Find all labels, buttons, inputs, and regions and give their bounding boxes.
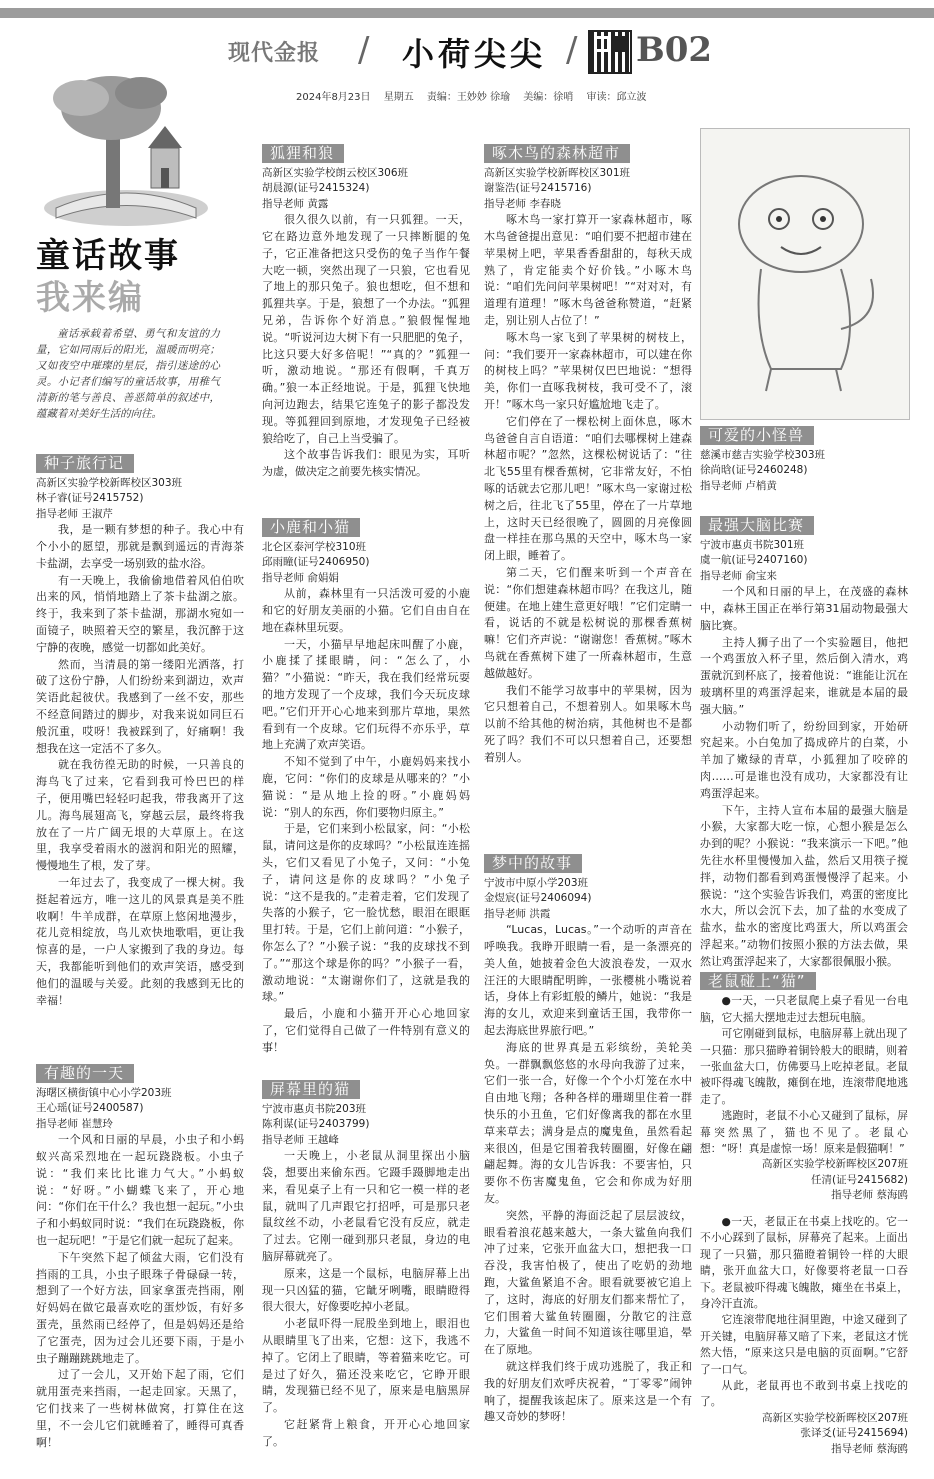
story-title: 种子旅行记 [36,454,134,473]
column-4b [700,514,908,971]
story-school: 宁波市中原小学203班 [484,876,589,889]
column-2b [262,516,470,1057]
story-author: 虞一航(证号2407160) [700,554,808,567]
story-author: 林子睿(证号2415752) [36,492,144,505]
divider-slash: / [566,30,578,70]
story-author: 张译爻(证号2415694) [800,1427,908,1440]
story-body [36,522,244,1009]
paragraph: 它连滚带爬地往洞里跑，中途又碰到了开关键，电脑屏幕又暗了下来，老鼠这才恍然大悟，“原来这只是电脑的页面啊。”它舒了一口气。 [700,1313,908,1376]
story-title: 啄木鸟的森林超市 [484,144,630,163]
story-school: 高新区实验学校新晖校区207班 [761,1158,908,1171]
date: 2024年8月23日 [296,92,371,103]
paragraph: 有一天晚上，我偷偷地借着风伯伯吹出来的风，悄悄地踏上了茶卡盐湖之旅。终于，我来到了茶卡盐湖，那湖水宛如一面镜子，映照着天空的繁星，我沉醉于这宁静的夜晚，感觉一切都如此美好。 [36,573,244,654]
story-title: 可爱的小怪兽 [700,426,814,445]
feature-title: 童话故事 [36,236,180,276]
story-school: 慈溪市慈吉实验学校303班 [700,448,826,461]
story-school: 高新区实验学校新晖校区207班 [761,1411,908,1424]
paragraph: 然而，当清晨的第一缕阳光洒落，打破了这份宁静，人们纷纷来到湖边，欢声笑语此起彼伏。我感到了一丝不安，那些不经意间踏过的脚步，对我来说如同巨石般沉重，哎呀！我被踩到了，好痛啊！我想我在这一定活不了多久。 [36,657,244,755]
top-bar [0,8,934,18]
paragraph: 从前，森林里有一只活泼可爱的小鹿和它的好朋友美丽的小猫。它们自由自在地在森林里玩耍。 [262,587,470,634]
editor: 责编：王妙妙 徐瑜 [426,92,511,103]
paragraph: 啄木鸟一家飞到了苹果树的树枝上，问：“我们要开一家森林超市，可以建在你的树枝上吗？”苹果树仅巴巴地说：“想得美，你们一直啄我树枝，我可受不了，滚开！”啄木鸟一家只好尴尬地飞走了。 [484,330,692,412]
paragraph: “Lucas，Lucas。”一个动听的声音在呼唤我。我睁开眼睛一看，是一条漂亮的美人鱼，她披着金色大波浪卷发，一双水汪汪的大眼睛配明眸，一张樱桃小嘴说着话，身体上有彩虹般的鳞片，她说：“我是海的女儿，欢迎来到童话王国，我带你一起去海底世界旅行吧。” [484,923,692,1038]
paragraph: 最后，小鹿和小猫开开心心地回家了，它们觉得自己做了一件特别有意义的事！ [262,1007,470,1054]
qr-code-icon [588,30,632,74]
story-body [36,1132,244,1451]
paragraph: 下午突然下起了倾盆大雨，它们没有挡雨的工具，小虫子眼珠子骨碌碌一转，想到了一个好方法，回家拿蛋壳挡雨，刚好妈妈在做它最喜欢吃的蛋炒饭，有好多蛋壳，虽然雨已经停了，但是妈妈还是给了它蛋壳，因为过会儿还要下雨，于是小虫子蹦蹦跳跳地走了。 [36,1250,244,1365]
column-1b [36,1062,244,1451]
story-body [700,1214,908,1411]
monster-drawing-image [700,128,910,420]
column-2 [262,142,470,481]
story-author: 陈利谋(证号2403799) [262,1118,370,1131]
paragraph: 不知不觉到了中午，小鹿妈妈来找小鹿，它问：“你们的皮球是从哪来的？”小猫说：“是从地上捡的呀。”小鹿妈妈说：“别人的东西，你们要物归原主。” [262,755,470,819]
story-title: 小鹿和小猫 [262,518,360,537]
story-title: 有趣的一天 [36,1064,134,1083]
story-body [700,584,908,970]
paragraph: 很久很久以前，有一只狐狸。一天，它在路边意外地发现了一只摔断腿的兔子，它正准备把这只受伤的兔子当作午餐大吃一顿，突然出现了一只狼，它也看见了地上的那只兔子。狼也想吃，但不想和狐狸共享。于是，狼想了一个办法。“狐狸兄弟，告诉你个好消息。”狼假惺惺地说。“听说河边大树下有一只肥肥的兔子，比这只要大好多倍呢！”“真的？”狐狸一听，激动地说。“那还有假啊，千真万确。”狼一本正经地说。于是，狐狸飞快地向河边跑去，结果它连兔子的影子都没发现。等狐狸回到原地，才发现兔子已经被狼给吃了，自己上当受骗了。 [262,213,470,445]
feature-intro: 童话承载着希望、勇气和友谊的力量，它如同雨后的阳光，温暖而明亮；又如夜空中璀璨的星辰，指引迷途的心灵。小记者们编写的童话故事，用稚气清新的笔与善良、善恶简单的叙述中，蕴藏着对美好生活的向往。 [36,328,220,420]
section-title: 小荷尖尖 [402,35,547,73]
feature-subtitle: 我来编 [36,278,144,318]
paragraph: 这个故事告诉我们：眼见为实，耳听为虚，做决定之前要先核实情况。 [262,448,470,479]
column-4c [700,970,908,1457]
paragraph: 从此，老鼠再也不敢到书桌上找吃的了。 [700,1379,908,1409]
story-title: 屏幕里的猫 [262,1080,360,1099]
paragraph: 我，是一颗有梦想的种子。我心中有个小小的愿望，那就是飘到遥远的青海茶卡盐湖，去享受一场别致的盐水浴。 [36,523,244,570]
column-4 [700,424,908,494]
weekday: 星期五 [383,92,414,103]
paragraph: 原来，这是一个鼠标，电脑屏幕上出现一只凶猛的猫，它龇牙咧嘴，眼睛瞪得很大很大，好像要吃掉小老鼠。 [262,1266,470,1314]
paragraph: 就在我彷徨无助的时候，一只善良的海鸟飞了过来，它看到我可怜巴巴的样子，便用嘴巴轻轻叼起我，带我离开了这儿。海鸟展翅高飞，穿越云层，最终将我放在了一片广阔无垠的大草原上。在这里，我享受着雨水的滋润和阳光的照耀，慢慢地生了根，发了芽。 [36,758,244,873]
story-body [262,586,470,1056]
checker: 审读：邱立波 [586,92,647,103]
story-body [262,212,470,481]
column-3b [484,852,692,1426]
story-teacher: 指导老师 蔡海鸥 [831,1442,908,1455]
story-author: 金煜宸(证号2406094) [484,892,592,905]
story-school: 北仑区泰河学校310班 [262,540,367,553]
story-author: 任清(证号2415682) [811,1173,908,1186]
story-teacher: 指导老师 黄露 [262,197,329,210]
paragraph: 第二天，它们醒来听到一个声音在说：“你们想建森林超市吗？在我这儿，随便建。在地上建生意更好哦！”它们定睛一看，说话的不就是松树说的那棵香蕉树嘛！它们齐声说：“谢谢您！香蕉树。”啄木鸟就在香蕉树下建了一所森林超市，生意越做越好。 [484,566,692,680]
story-author: 徐尚晗(证号2460248) [700,464,808,477]
story-body [484,212,692,766]
story-school: 海曙区横街镇中心小学203班 [36,1086,172,1099]
paragraph: 下午，主持人宣布本届的最强大脑是小猴，大家都大吃一惊，心想小猴是怎么办到的呢？小猴说：“我来演示一下吧。”他先往水杯里慢慢加入盐，然后又用筷子搅拌，动物们都看到鸡蛋慢慢浮了起来。小猴说：“这个实验告诉我们，鸡蛋的密度比水大，所以会沉下去，加了盐的水变成了盐水，盐水的密度比鸡蛋大，所以鸡蛋会浮起来。”动物们按照小猴的方法去做，果然让鸡蛋浮起来了，大家都很佩服小猴。 [700,803,908,968]
paragraph: 海底的世界真是五彩缤纷，美轮美奂。一群飘飘悠悠的水母向我游了过来，它们一张一合，好像一个个小灯笼在水中自由地飞翔；各种各样的珊瑚里住着一群快乐的小丑鱼，它们好像离我的都在水里草来草去；满身是点的魔鬼鱼，虽然看起来很凶，但是它围着我转圈圈，好像在翩翩起舞。海的女儿告诉我：不要害怕，只要你不伤害魔鬼鱼，它会和你成为好朋友。 [484,1040,692,1206]
paragraph: 它们停在了一棵松树上面休息，啄木鸟爸爸自言自语道：“咱们去哪棵树上建森林超市呢？”忽然，这棵松树说话了：“往北飞55里有棵香蕉树，它非常友好，不怕啄的话就去它那儿吧！”啄木鸟一家谢过松树之后，往北飞了55里，停在了一片草地上，这时天已经很晚了，圆圆的月亮像圆盘一样挂在那乌黑的天空中，啄木鸟一家闭上眼，睡着了。 [484,414,692,563]
story-title: 狐狸和狼 [262,144,344,163]
paragraph: 啄木鸟一家打算开一家森林超市，啄木鸟爸爸提出意见：“咱们要不把超市建在苹果树上吧，苹果香香甜甜的，每秋天成熟了，肯定能卖个好价钱。”小啄木鸟说：“咱们先问问苹果树吧！”“对对对，有道理有道理！”啄木鸟爸爸称赞道，“赶紧走，别让别人占位了！” [484,213,692,328]
story-school: 宁波市惠贞书院203班 [262,1102,367,1115]
paragraph: 一天晚上，小老鼠从洞里探出小脑袋，想要出来偷东西。它蹑手蹑脚地走出来，看见桌子上有一只和它一模一样的老鼠，就叫了几声跟它打招呼，可是那只老鼠纹丝不动，小老鼠看它没有反应，就走了过去。它刚一碰到那只老鼠，身边的电脑屏幕就亮了。 [262,1149,470,1264]
story-author: 胡晨源(证号2415324) [262,182,370,195]
story-school: 高新区实验学校朗云校区306班 [262,166,409,179]
paragraph: 主持人狮子出了一个实验题目，他把一个鸡蛋放入杯子里，然后倒入清水，鸡蛋就沉到杯底了，接着他说：“谁能让沉在玻璃杯里的鸡蛋浮起来，谁就是本届的最强大脑。” [700,635,908,716]
story-school: 高新区实验学校新晖校区301班 [484,166,631,179]
story-teacher: 指导老师 王淑芹 [36,507,113,520]
publication-name: 现代金报 [228,40,321,66]
story-teacher: 指导老师 俞宝来 [700,569,777,582]
story-teacher: 指导老师 洪霞 [484,907,551,920]
paragraph: ●一天，老鼠正在书桌上找吃的。它一不小心踩到了鼠标，屏幕亮了起来。上面出现了一只猫，那只猫瞪着铜铃一样的大眼睛，张开血盆大口，好像要将老鼠一口吞下。老鼠被吓得魂飞魄散，瘫坐在书桌上，身冷汗直流。 [700,1214,908,1310]
paragraph: 于是，它们来到小松鼠家，问：“小松鼠，请问这是你的皮球吗？”小松鼠连连摇头，它们又看见了小兔子，又问：“小兔子，请问这是你的皮球吗？”小兔子说：“这不是我的。”走着走着，它们发现了失落的小猴子，它一脸忧愁，眼泪在眼眶里打转。于是，它们上前问道：“小猴子，你怎么了？”小猴子说：“我的皮球找不到了。”“那这个球是你的吗？”小猴子一看，激动地说：“太谢谢你们了，这就是我的球。” [262,822,470,1004]
column-3 [484,142,692,767]
story-body [484,922,692,1426]
paragraph: 逃跑时，老鼠不小心又碰到了鼠标，屏幕突然黑了，猫也不见了。老鼠心想：“呀！真是虚惊一场！原来是假猫啊！” [700,1109,908,1156]
story-teacher: 指导老师 卢梢黄 [700,479,777,492]
paragraph: 它赶紧背上粮食，开开心心地回家了。 [262,1418,470,1448]
page-code: B02 [636,30,713,70]
story-author: 邱雨瞳(证号2406950) [262,556,370,569]
story-teacher: 指导老师 俞娟娟 [262,571,339,584]
story-author: 王心瑶(证号2400587) [36,1102,144,1115]
paragraph: 突然，平静的海面泛起了层层波纹，眼看着浪花越来越大，一条大鲨鱼向我们冲了过来，它张开血盆大口，想把我一口吞没，我害怕极了，使出了吃奶的劲地跑，大鲨鱼紧追不舍。眼看就要被它追上了，这时，海底的好朋友们都来帮忙了，它们围着大鲨鱼转圈圈，分散它的注意力，大鲨鱼一时间不知道该往哪里追，晕在了原地。 [484,1208,692,1357]
designer: 美编：徐哨 [523,92,574,103]
paragraph: 我们不能学习故事中的苹果树，因为它只想着自己，不想着别人。如果啄木鸟以前不给其他的树治病，其他树也不是都死了吗？我们不可以只想着自己，还要想着别人。 [484,683,692,764]
paragraph: 一个风和日丽的早上，在茂盛的森林中，森林王国正在举行第31届动物最强大脑比赛。 [700,585,908,632]
paragraph: 小动物们听了，纷纷回到家，开始研究起来。小白兔加了捣成碎片的白菜，小羊加了嫩绿的青草，小狐狸加了咬碎的肉……可是谁也没有成功，大家都没有让鸡蛋浮起来。 [700,719,908,800]
story-teacher: 指导老师 崔慧玲 [36,1117,113,1130]
paragraph: 一个风和日丽的早晨，小虫子和小蚂蚁兴高采烈地在一起玩跷跷板。小虫子说：“我们来比比谁力气大。”小蚂蚁说：“好呀。”小蝴蝶飞来了，开心地问：“你们在干什么？我也想一起玩。”小虫子和小蚂蚁同时说：“我们在玩跷跷板，你也一起玩吧！”于是它们就一起玩了起来。 [36,1133,244,1248]
story-body [700,993,908,1157]
story-teacher: 指导老师 蔡海鸥 [831,1189,908,1202]
paragraph: 小老鼠吓得一屁股坐到地上，眼泪也从眼睛里飞了出来，它想：这下，我逃不掉了。它闭上了眼睛，等着猫来吃它。可是过了好久，猫还没来吃它，它睁开眼睛，发现猫已经不见了，原来是电脑黑屏了。 [262,1317,470,1415]
story-title: 最强大脑比赛 [700,516,814,535]
paragraph: 可它刚碰到鼠标，电脑屏幕上就出现了一只猫：那只猫睁着铜铃般大的眼睛，则着一张血盆大口，仿佛要马上吃掉老鼠。老鼠被吓得魂飞魄散，瘫倒在地，连滚带爬地逃走了。 [700,1027,908,1106]
paragraph: 一天，小猫早早地起床叫醒了小鹿，小鹿揉了揉眼睛，问：“怎么了，小猫？”小猫说：“昨天，我在我们经常玩耍的地方发现了一个皮球，我们今天玩皮球吧。”它们开开心心地来到那片草地，果然看到有一个皮球。它们玩得不亦乐乎，草地上充满了欢声笑语。 [262,637,470,752]
column-1 [36,452,244,1009]
column-2c [262,1078,470,1451]
dateline [296,88,656,103]
story-school: 宁波市惠贞书院301班 [700,538,805,551]
storybook-tree-illustration [36,58,216,233]
story-author: 谢鉴浩(证号2415716) [484,182,592,195]
story-title: 梦中的故事 [484,854,582,873]
story-title: 老鼠碰上“猫” [700,972,816,990]
divider-slash: / [358,30,370,70]
story-teacher: 指导老师 王越峰 [262,1133,339,1146]
paragraph: 一年过去了，我变成了一棵大树。我挺起着远方，唯一这儿的风景真是美不胜收啊！牛羊成群，在草原上悠闲地漫步，花儿竞相绽放，鸟儿欢快地歌唱，更让我惊喜的是，一户人家搬到了我的身边。每天，我都能听到他们的欢声笑语，感受到他们的温暖与关爱。此刻的我感到无比的幸福！ [36,876,244,1007]
story-school: 高新区实验学校新晖校区303班 [36,476,183,489]
story-teacher: 指导老师 李春晓 [484,197,561,210]
paragraph: 就这样我们终于成功逃脱了，我正和我的好朋友们欢呼庆祝着，“丁零零”闹钟响了，提醒我该起床了。原来这是一个有趣又奇妙的梦呀！ [484,1360,692,1424]
story-body [262,1148,470,1450]
paragraph: 过了一会儿，又开始下起了雨，它们就用蛋壳来挡雨，一起走回家。天黑了，它们找来了一些树林做窝，打算住在这里，不一会儿它们就睡着了，睡得可真香啊！ [36,1368,244,1449]
paragraph: ●一天，一只老鼠爬上桌子看见一台电脑，它大摇大摆地走过去想玩电脑。 [700,994,908,1024]
